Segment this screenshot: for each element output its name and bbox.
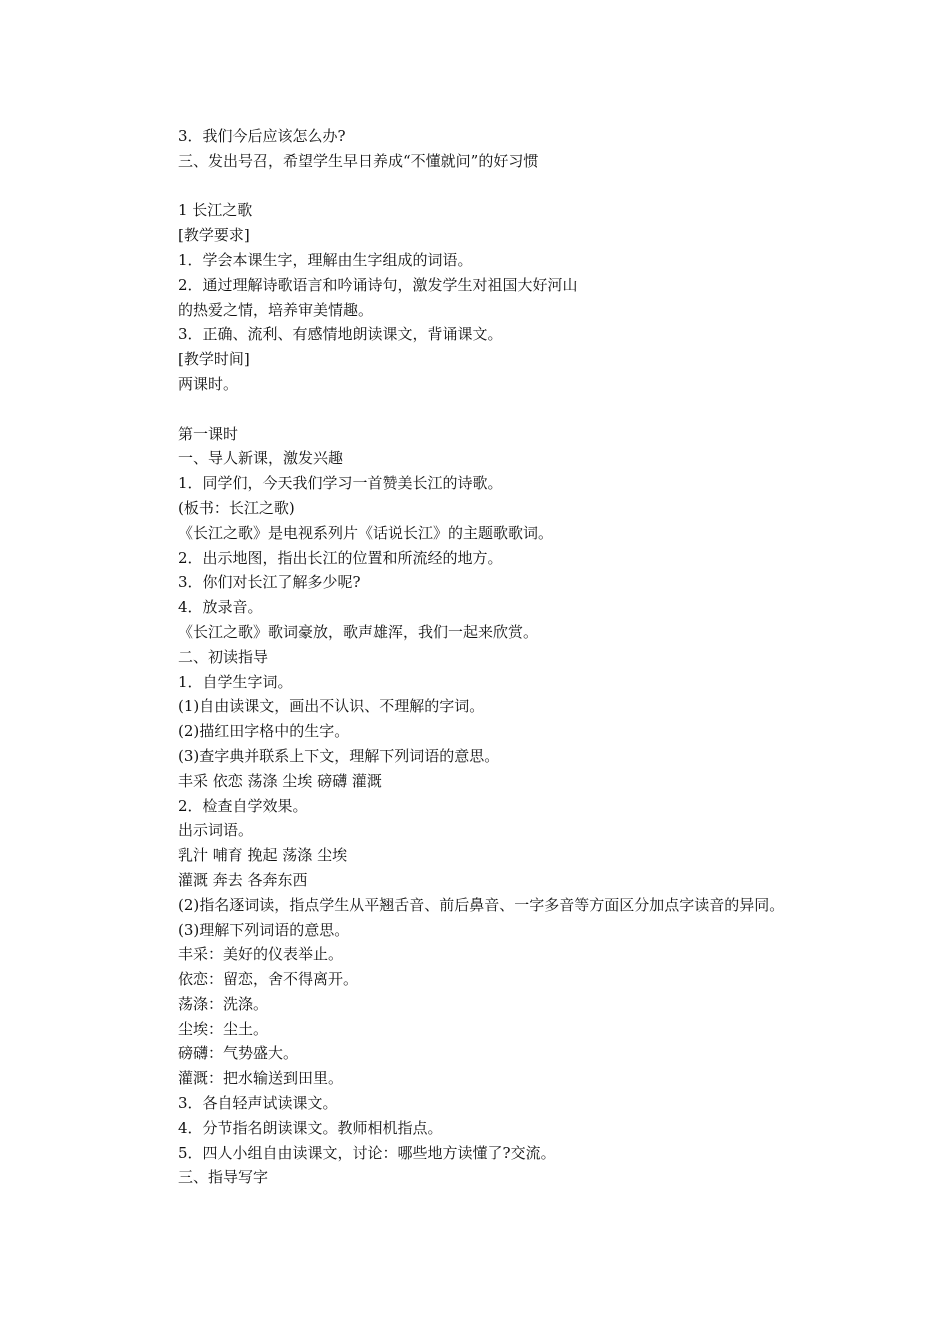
- section-heading: 二、初读指导: [178, 647, 269, 666]
- word-list: 乳汁 哺育 挽起 荡涤 尘埃: [178, 846, 348, 865]
- text-line: 两课时。: [178, 374, 239, 393]
- text-line: 1．同学们，今天我们学习一首赞美长江的诗歌。: [178, 474, 503, 493]
- text-line: (1)自由读课文，画出不认识、不理解的字词。: [178, 697, 485, 716]
- section-label: [教学要求]: [178, 226, 250, 245]
- text-line: 3．正确、流利、有感情地朗读课文，背诵课文。: [178, 325, 503, 344]
- text-line: 的热爱之情，培养审美情趣。: [178, 300, 374, 319]
- definition-line: 尘埃：尘土。: [178, 1019, 269, 1038]
- text-line: 1．自学生字词。: [178, 672, 293, 691]
- definition-line: 荡涤：洗涤。: [178, 994, 269, 1013]
- word-list: 丰采 依恋 荡涤 尘埃 磅礴 灌溉: [178, 771, 382, 790]
- text-line: 2．通过理解诗歌语言和吟诵诗句，激发学生对祖国大好河山: [178, 275, 578, 294]
- text-line: 3．各自轻声试读课文。: [178, 1094, 338, 1113]
- text-line: 2．检查自学效果。: [178, 796, 308, 815]
- text-line: (板书：长江之歌): [178, 498, 295, 517]
- document-body: [178, 124, 818, 1190]
- text-line: 1．学会本课生字，理解由生字组成的词语。: [178, 250, 473, 269]
- definition-line: 磅礴：气势盛大。: [178, 1044, 299, 1063]
- text-line: 4．分节指名朗读课文。教师相机指点。: [178, 1118, 443, 1137]
- text-line: 出示词语。: [178, 821, 254, 840]
- text-line: 5．四人小组自由读课文，讨论：哪些地方读懂了?交流。: [178, 1143, 556, 1162]
- text-line: (3)理解下列词语的意思。: [178, 920, 350, 939]
- lesson-title: 1 长江之歌: [178, 201, 253, 220]
- definition-line: 依恋：留恋，舍不得离开。: [178, 970, 359, 989]
- text-line: (2)描红田字格中的生字。: [178, 722, 350, 741]
- text-line: 2．出示地图，指出长江的位置和所流经的地方。: [178, 548, 503, 567]
- section-heading: 三、发出号召，希望学生早日养成“不懂就问”的好习惯: [178, 151, 539, 170]
- period-title: 第一课时: [178, 424, 239, 443]
- section-heading: 三、指导写字: [178, 1168, 269, 1187]
- text-line: 《长江之歌》歌词豪放，歌声雄浑，我们一起来欣赏。: [178, 622, 539, 641]
- text-line: 4．放录音。: [178, 598, 263, 617]
- definition-line: 灌溉：把水输送到田里。: [178, 1069, 344, 1088]
- definition-line: 丰采：美好的仪表举止。: [178, 945, 344, 964]
- section-label: [教学时间]: [178, 350, 250, 369]
- blank-line: [178, 174, 818, 199]
- text-line: 3．你们对长江了解多少呢?: [178, 573, 361, 592]
- wrapped-paragraph: (2)指名逐词读，指点学生从平翘舌音、前后鼻音、一字多音等方面区分加点字读音的异同。: [178, 895, 785, 914]
- text-line: (3)查字典并联系上下文，理解下列词语的意思。: [178, 746, 500, 765]
- blank-line: [178, 397, 818, 422]
- word-list: 灌溉 奔去 各奔东西: [178, 870, 308, 889]
- text-line: 《长江之歌》是电视系列片《话说长江》的主题歌歌词。: [178, 523, 554, 542]
- text-line: 3．我们今后应该怎么办?: [178, 127, 346, 145]
- section-heading: 一、导人新课，激发兴趣: [178, 449, 344, 468]
